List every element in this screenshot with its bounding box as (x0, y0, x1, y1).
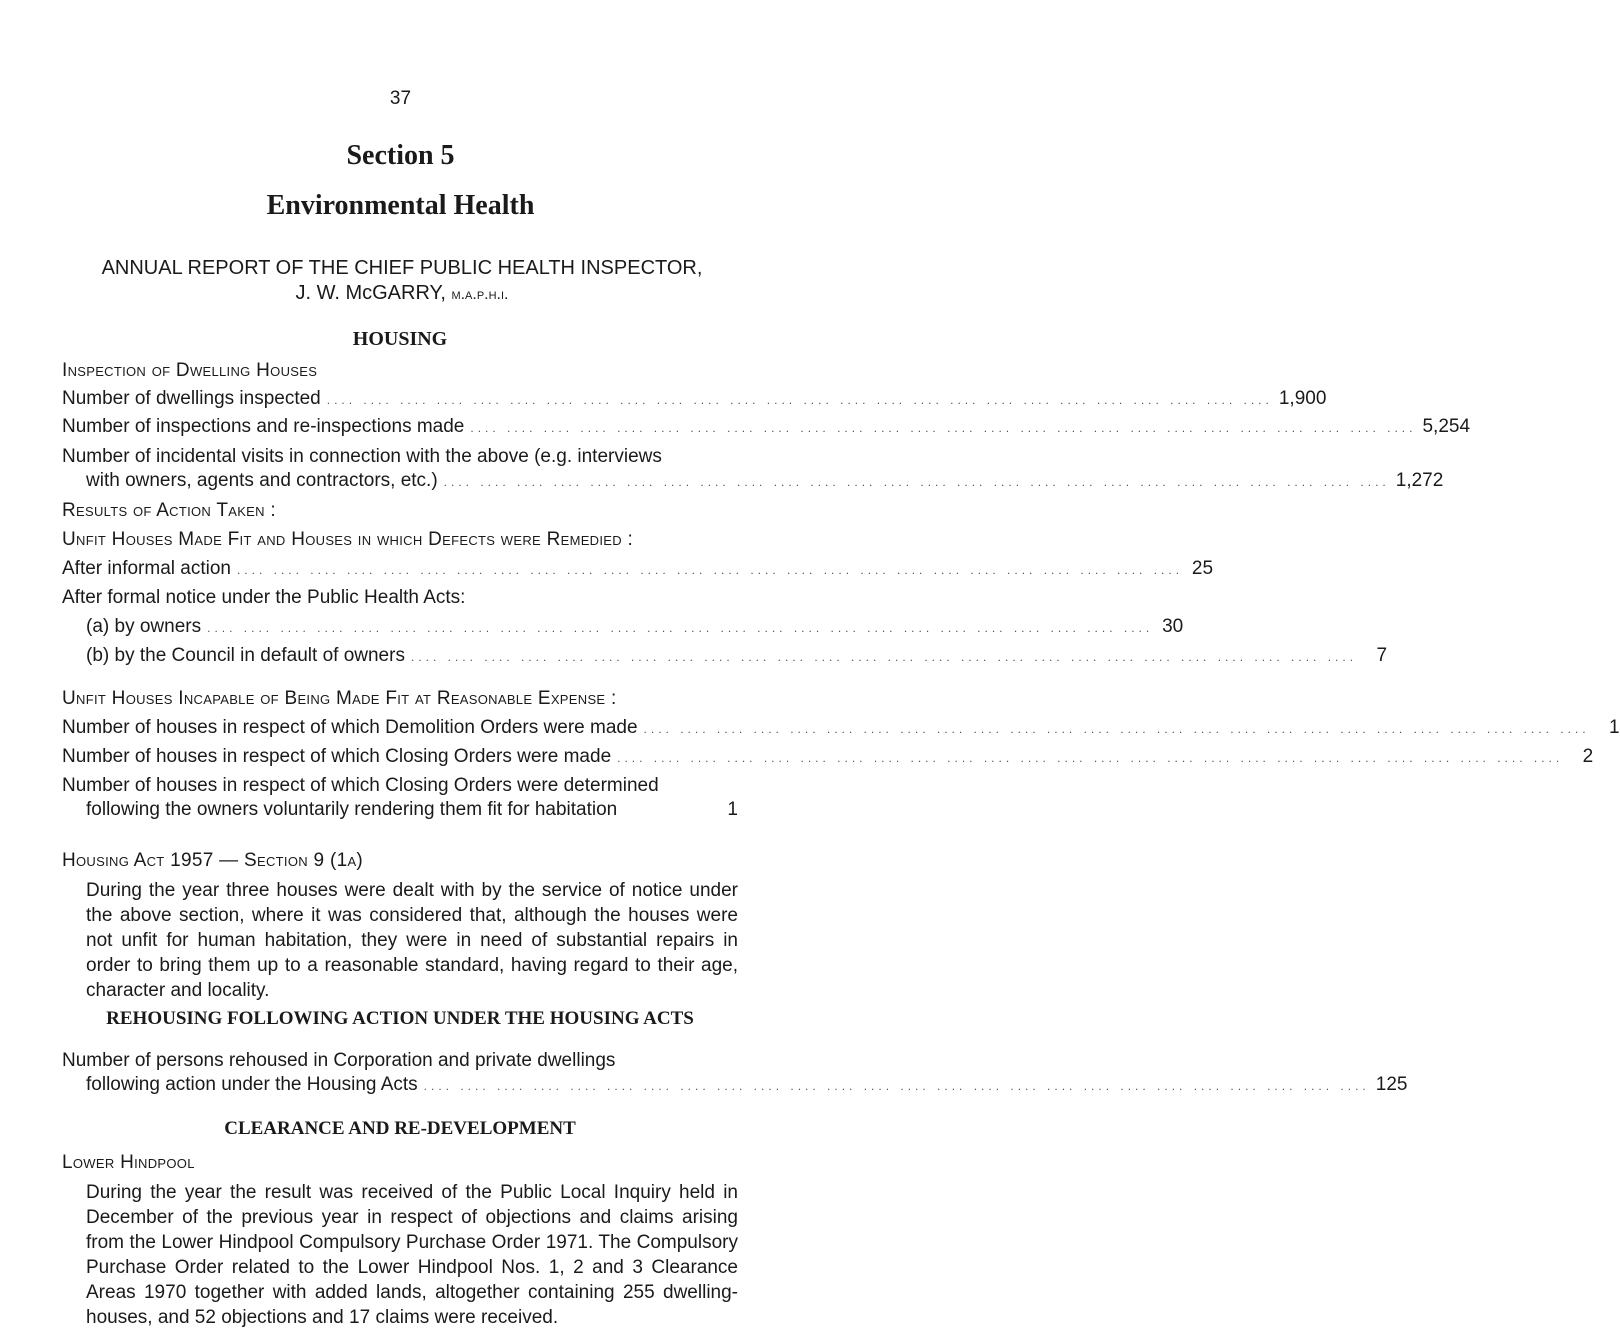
row-value: 125 (1375, 1074, 1408, 1095)
by-owners-row (62, 616, 1184, 645)
determined-line1: Number of houses in respect of which Closing Orders were determined (62, 775, 659, 796)
section-title: Section 5 (346, 140, 455, 171)
inspection-heading: Inspection of Dwelling Houses (62, 360, 318, 381)
housing-act-heading: Housing Act 1957 — Section 9 (1a) (62, 850, 364, 871)
clearance-heading: CLEARANCE AND RE-DEVELOPMENT (224, 1118, 576, 1139)
rehousing-heading: REHOUSING FOLLOWING ACTION UNDER THE HOUSING ACTS (106, 1008, 694, 1029)
leader-dots: .... .... .... .... .... .... .... .... .... .... .... .... .... .... .... .... .... .... .... .... .... .... .... .... .... .... (236, 563, 1184, 577)
row-label: Number of houses in respect of which Demolition Orders were made (62, 717, 638, 738)
row-value: 5,254 (1422, 416, 1471, 437)
row-value: 1 (727, 799, 738, 820)
unfit-fit-heading: Unfit Houses Made Fit and Houses in which Defects were Remedied : (62, 529, 634, 550)
row-label: After informal action (62, 558, 231, 579)
by-council-row (62, 645, 1388, 674)
rehousing-row (62, 1074, 1408, 1102)
row-value: 30 (1162, 616, 1184, 637)
row-label: (b) by the Council in default of owners (86, 645, 405, 666)
leader-dots: .... .... .... .... .... .... .... .... .... .... .... .... .... .... .... .... .... .... .... .... .... .... .... .... .... .... (326, 393, 1273, 407)
report-title (62, 256, 742, 307)
row-label: (a) by owners (86, 616, 202, 637)
page-number: 37 (389, 88, 412, 109)
inspector-name: J. W. McGARRY, (295, 282, 446, 304)
clearance-section (62, 1152, 738, 1330)
dwellings-inspected-row (62, 388, 1327, 416)
formal-notice-label: After formal notice under the Public Health Acts: (62, 587, 466, 608)
leader-dots: .... .... .... .... .... .... .... .... .... .... .... .... .... .... .... .... .... .... .... .... .... .... .... .... .... .... (423, 1079, 1370, 1093)
rehousing-section (62, 1050, 1408, 1102)
section-subtitle: Environmental Health (266, 190, 535, 221)
rehousing-line1: Number of persons rehoused in Corporation and private dwellings (62, 1050, 616, 1071)
incidental-line1: Number of incidental visits in connection with the above (e.g. interviews (62, 446, 662, 467)
report-title-line1: ANNUAL REPORT OF THE CHIEF PUBLIC HEALTH INSPECTOR, (101, 257, 703, 279)
demolition-row (62, 717, 1620, 746)
housing-section (62, 360, 1471, 498)
row-label: following action under the Housing Acts (86, 1074, 418, 1095)
informal-action-row (62, 558, 1214, 587)
housing-heading: HOUSING (352, 328, 448, 350)
leader-dots: .... .... .... .... .... .... .... .... .... .... .... .... .... .... .... .... .... .... .... .... .... .... .... .... .... .... (207, 621, 1154, 635)
row-label: following the owners voluntarily rendering them fit for habitation (86, 799, 618, 820)
row-value: 1,272 (1395, 470, 1444, 491)
closing-row (62, 746, 1594, 775)
row-value: 25 (1191, 558, 1214, 579)
incidental-row (62, 470, 1444, 498)
leader-dots: .... .... .... .... .... .... .... .... .... .... .... .... .... .... .... .... .... .... .... .... .... .... .... .... .... .... (410, 650, 1358, 664)
leader-dots: .... .... .... .... .... .... .... .... .... .... .... .... .... .... .... .... .... .... .... .... .... .... .... .... .... .... (470, 421, 1417, 435)
report-title-line2 (62, 281, 742, 307)
leader-dots: .... .... .... .... .... .... .... .... .... .... .... .... .... .... .... .... .... .... .... .... .... .... .... .... .... .... (643, 722, 1590, 736)
row-label: Number of inspections and re-inspections made (62, 416, 465, 437)
leader-dots: .... .... .... .... .... .... .... .... .... .... .... .... .... .... .... .... .... .... .... .... .... .... .... .... .... .... (443, 475, 1390, 489)
incapable-section (62, 688, 1620, 828)
row-value: 2 (1582, 746, 1594, 767)
row-value: 1,900 (1278, 388, 1327, 409)
housing-act-section (62, 850, 738, 1003)
inspector-qualifications: m.a.p.h.i. (451, 286, 509, 303)
inspections-made-row (62, 416, 1471, 446)
results-section (62, 500, 1388, 674)
row-label: Number of houses in respect of which Closing Orders were made (62, 746, 612, 767)
row-value: 7 (1376, 645, 1388, 666)
row-label: with owners, agents and contractors, etc.) (86, 470, 438, 491)
housing-act-text: During the year three houses were dealt with by the service of notice under the above section, where it was considered that, although the houses were not unfit for human habitation, they were in need of substantial repairs in order to bring them up to a reasonable standard, having regard to their age, character and locality. (86, 880, 738, 1001)
clearance-text: During the year the result was received of the Public Local Inquiry held in December of the previous year in respect of objections and claims arising from the Lower Hindpool Compulsory Purchase Order 1971. The Compulsory Purchase Order related to the Lower Hindpool Nos. 1, 2 and 3 Clearance Areas 1970 together with added lands, altogether containing 255 dwelling-houses, and 52 objections and 17 claims were received. (86, 1182, 738, 1328)
incapable-heading: Unfit Houses Incapable of Being Made Fit at Reasonable Expense : (62, 688, 617, 709)
results-heading: Results of Action Taken : (62, 500, 277, 521)
row-value: 1 (1609, 717, 1620, 738)
determined-row (62, 799, 738, 828)
lower-hindpool-heading: Lower Hindpool (62, 1152, 195, 1173)
row-label: Number of dwellings inspected (62, 388, 321, 409)
leader-dots: .... .... .... .... .... .... .... .... .... .... .... .... .... .... .... .... .... .... .... .... .... .... .... .... .... .... (617, 751, 1564, 765)
